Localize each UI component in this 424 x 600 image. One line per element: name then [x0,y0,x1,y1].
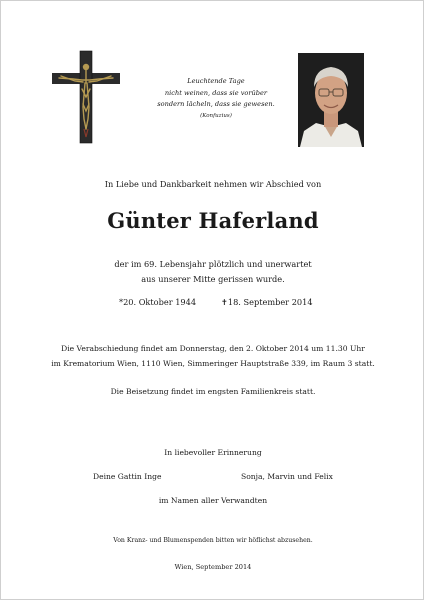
crucifix-icon [49,49,123,145]
portrait-photo [298,53,364,147]
subtitle-line: aus unserer Mitte gerissen wurde. [141,274,285,284]
ceremony-info [1,341,424,371]
quote-line: Leuchtende Tage [187,77,245,85]
subtitle [1,257,424,287]
subtitle-line: der im 69. Lebensjahr plötzlich und unerwartet [114,259,312,269]
death-cross-icon: ✝ [221,297,228,307]
place-date: Wien, September 2014 [174,563,252,571]
birth-date: *20. Oktober 1944 [119,297,197,307]
burial-info: Die Beisetzung findet im engsten Familienkreis statt. [110,387,316,396]
death-date: 18. September 2014 [227,297,313,307]
ceremony-line: Die Verabschiedung findet am Donnerstag, den 2. Oktober 2014 um 11.30 Uhr [61,344,365,353]
memory-text: In liebevoller Erinnerung [164,448,262,457]
flowers-note: Von Kranz- und Blumenspenden bitten wir höflichst abzusehen. [113,537,313,544]
deceased-name: Günter Haferland [107,208,319,233]
quote-author: (Konfuzius) [200,112,232,119]
quote-block [151,76,281,122]
family-children: Sonja, Marvin und Felix [241,472,333,481]
relatives-text: im Namen aller Verwandten [158,496,268,505]
ceremony-line: im Krematorium Wien, 1110 Wien, Simmeringer Hauptstraße 339, im Raum 3 statt. [51,359,375,368]
death-date-group [221,297,313,307]
family-spouse: Deine Gattin Inge [93,472,162,481]
intro-text: In Liebe und Dankbarkeit nehmen wir Abschied von [104,179,322,189]
quote-line: nicht weinen, dass sie vorüber [164,88,268,97]
quote-line: sondern lächeln, dass sie gewesen. [157,100,275,108]
